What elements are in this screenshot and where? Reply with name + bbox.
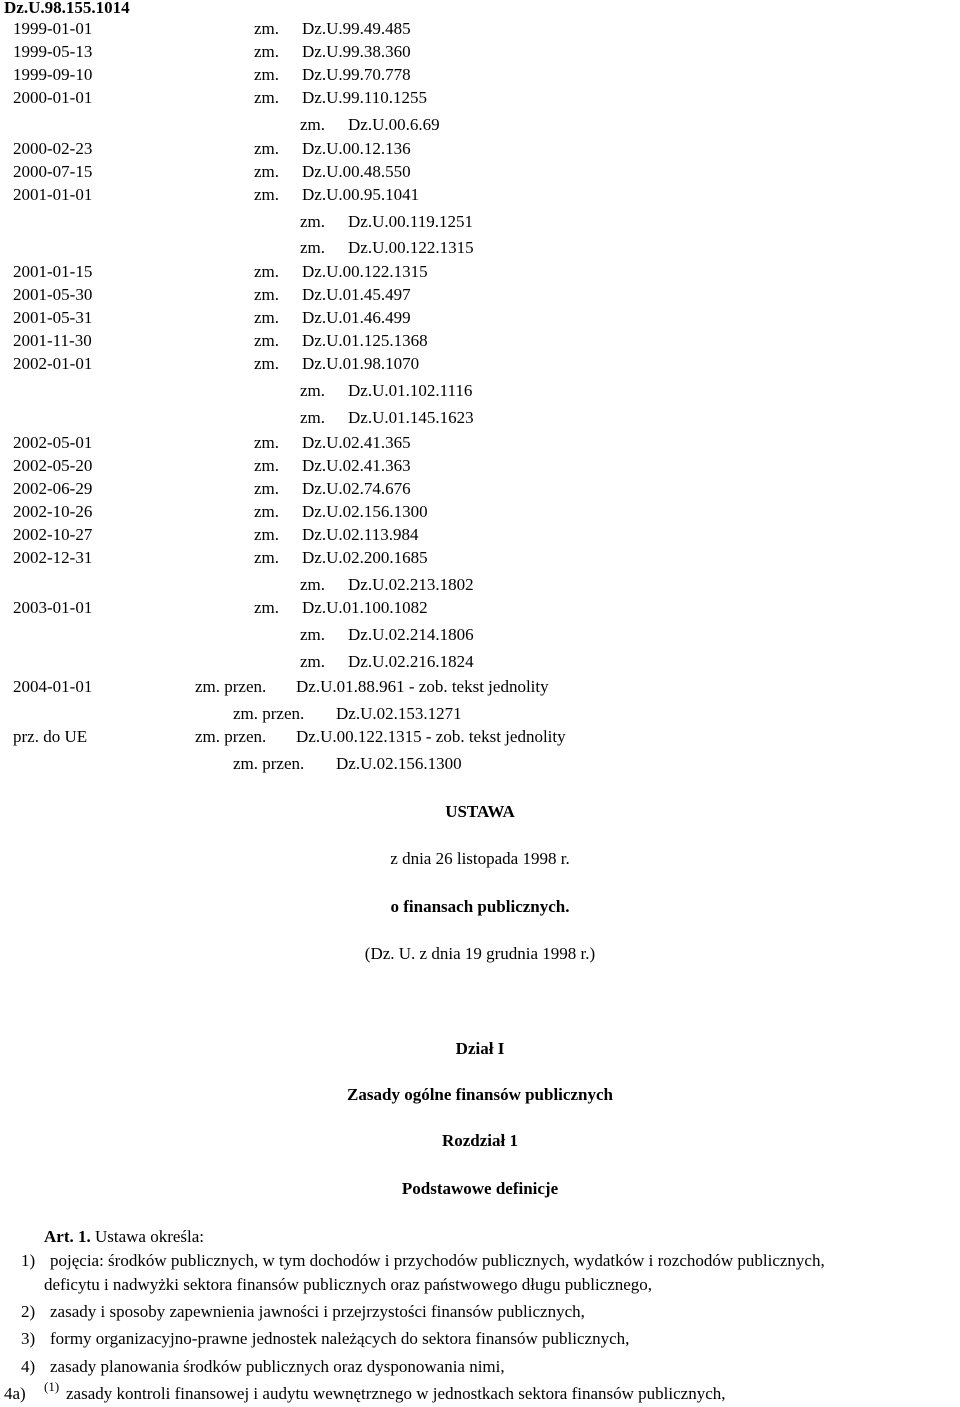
amendment-type: zm.: [300, 408, 326, 427]
amendment-date: 2002-10-27: [13, 525, 93, 544]
amendment-date: 2001-01-01: [13, 185, 93, 204]
amendment-note: - zob. tekst jednolity: [408, 677, 549, 696]
article-item-text: pojęcia: środków publicznych, w tym dochodów i przychodów publicznych, wydatków i rozchodów publicznych,: [50, 1251, 825, 1270]
amendment-type: zm.: [300, 575, 326, 594]
amendment-ref: [302, 502, 428, 522]
article-item-number: 3): [21, 1329, 36, 1348]
amendment-ref: [302, 598, 428, 618]
amendment-type: zm.: [300, 212, 326, 231]
article-item-text: formy organizacyjno-prawne jednostek należących do sektora finansów publicznych,: [50, 1329, 630, 1348]
amendment-type: zm.: [254, 525, 280, 544]
amendment-date: 2002-05-20: [13, 456, 93, 475]
amendment-ref-code: Dz.U.99.70.778: [302, 65, 411, 84]
act-publication: (Dz. U. z dnia 19 grudnia 1998 r.): [364, 944, 596, 963]
amendment-ref-code: Dz.U.01.46.499: [302, 308, 411, 327]
amendment-ref: [302, 433, 411, 453]
article-item-text: deficytu i nadwyżki sektora finansów publicznych oraz państwowego długu publicznego,: [44, 1275, 653, 1294]
amendment-date: 2001-05-31: [13, 308, 93, 327]
amendment-ref: [302, 331, 428, 351]
amendment-date: 1999-09-10: [13, 65, 93, 84]
chapter-name: Podstawowe definicje: [401, 1179, 559, 1198]
amendment-date: 2001-05-30: [13, 285, 93, 304]
amendment-ref-code: Dz.U.02.216.1824: [348, 652, 474, 671]
amendment-date: 1999-01-01: [13, 19, 93, 38]
amendment-type: zm.: [254, 139, 280, 158]
division-name: Zasady ogólne finansów publicznych: [347, 1085, 613, 1104]
amendment-ref-code: Dz.U.00.48.550: [302, 162, 411, 181]
amendment-ref: [348, 408, 474, 428]
amendment-type: zm.: [254, 502, 280, 521]
amendment-ref: [348, 212, 473, 232]
amendment-ref-code: Dz.U.00.122.1315: [348, 238, 474, 257]
amendment-date: 2001-01-15: [13, 262, 93, 281]
amendment-ref: [302, 354, 419, 374]
amendment-ref: [302, 185, 419, 205]
amendment-ref: [348, 238, 474, 258]
amendment-ref: [302, 479, 411, 499]
amendment-ref-code: Dz.U.02.41.365: [302, 433, 411, 452]
amendment-ref: [348, 115, 440, 135]
amendment-date: 2002-05-01: [13, 433, 93, 452]
amendment-ref: [302, 308, 411, 328]
amendment-ref: [348, 381, 472, 401]
amendment-type: zm. przen.: [233, 704, 305, 723]
amendment-ref-code: Dz.U.02.214.1806: [348, 625, 474, 644]
amendment-ref-code: Dz.U.01.145.1623: [348, 408, 474, 427]
amendment-type: zm.: [254, 262, 280, 281]
amendment-type: zm.: [254, 285, 280, 304]
article-intro: Ustawa określa:: [94, 1227, 205, 1246]
act-date: z dnia 26 listopada 1998 r.: [390, 849, 570, 868]
amendment-date: 2001-11-30: [13, 331, 92, 350]
amendment-type: zm.: [254, 88, 280, 107]
amendment-date: 2000-07-15: [13, 162, 93, 181]
amendment-type: zm.: [254, 19, 280, 38]
amendment-ref-code: Dz.U.02.153.1271: [336, 704, 462, 723]
amendment-ref: [302, 525, 418, 545]
amendment-ref-code: Dz.U.02.74.676: [302, 479, 411, 498]
amendment-ref-code: Dz.U.99.38.360: [302, 42, 411, 61]
amendment-date: 2000-01-01: [13, 88, 93, 107]
amendment-note: - zob. tekst jednolity: [425, 727, 566, 746]
article-item-number: 4a): [4, 1384, 26, 1403]
amendment-ref: [302, 139, 411, 159]
amendment-ref-code: Dz.U.00.95.1041: [302, 185, 420, 204]
amendment-ref-code: Dz.U.01.100.1082: [302, 598, 428, 617]
amendment-ref: [296, 727, 566, 747]
amendment-ref: [302, 65, 411, 85]
amendment-date: 2002-12-31: [13, 548, 93, 567]
amendment-type: zm.: [254, 456, 280, 475]
amendment-ref-code: Dz.U.02.213.1802: [348, 575, 474, 594]
amendment-ref-code: Dz.U.00.122.1315: [302, 262, 428, 281]
amendment-ref: [296, 677, 549, 697]
article-item-text: zasady kontroli finansowej i audytu wewnętrznego w jednostkach sektora finansów publicznych,: [66, 1384, 726, 1403]
article-item-text: zasady planowania środków publicznych oraz dysponowania nimi,: [50, 1357, 505, 1376]
amendment-ref: [302, 19, 411, 39]
footnote-marker: (1): [44, 1379, 60, 1394]
amendment-date: 2002-06-29: [13, 479, 93, 498]
amendment-date: 2002-01-01: [13, 354, 93, 373]
amendment-ref-code: Dz.U.99.49.485: [302, 19, 411, 38]
amendment-ref-code: Dz.U.00.122.1315: [296, 727, 422, 746]
amendment-ref: [302, 285, 411, 305]
amendment-ref-code: Dz.U.02.41.363: [302, 456, 411, 475]
amendment-date: 1999-05-13: [13, 42, 93, 61]
amendment-type: zm.: [254, 331, 280, 350]
act-subject: o finansach publicznych.: [390, 897, 570, 916]
amendment-date: 2002-10-26: [13, 502, 93, 521]
amendment-ref: [302, 262, 428, 282]
amendment-ref: [302, 162, 411, 182]
amendment-ref-code: Dz.U.99.110.1255: [302, 88, 427, 107]
article-heading: [44, 1227, 204, 1247]
amendment-ref: [302, 88, 427, 108]
amendment-ref-code: Dz.U.01.102.1116: [348, 381, 473, 400]
amendment-type: zm.: [300, 115, 326, 134]
amendment-ref-code: Dz.U.02.113.984: [302, 525, 419, 544]
amendment-type: zm.: [300, 238, 326, 257]
act-type: USTAWA: [445, 802, 515, 821]
amendment-type: zm. przen.: [195, 727, 267, 746]
amendment-type: zm. przen.: [233, 754, 305, 773]
amendment-date: 2003-01-01: [13, 598, 93, 617]
amendment-ref-code: Dz.U.02.156.1300: [336, 754, 462, 773]
division-label: Dział I: [455, 1039, 505, 1058]
amendment-ref: [302, 456, 411, 476]
document-id: Dz.U.98.155.1014: [4, 0, 130, 17]
amendment-ref-code: Dz.U.00.12.136: [302, 139, 411, 158]
amendment-type: zm.: [254, 308, 280, 327]
article-number: Art. 1.: [44, 1227, 91, 1246]
amendment-ref-code: Dz.U.02.156.1300: [302, 502, 428, 521]
amendment-ref: [302, 42, 411, 62]
amendment-ref-code: Dz.U.01.125.1368: [302, 331, 428, 350]
amendment-date: prz. do UE: [13, 727, 88, 746]
amendment-type: zm.: [254, 185, 280, 204]
amendment-ref: [302, 548, 428, 568]
amendment-ref: [348, 575, 474, 595]
amendment-type: zm.: [254, 42, 280, 61]
amendment-ref-code: Dz.U.00.6.69: [348, 115, 440, 134]
amendment-type: zm.: [300, 652, 326, 671]
amendment-type: zm.: [300, 625, 326, 644]
amendment-type: zm.: [254, 433, 280, 452]
amendment-ref: [336, 754, 462, 774]
amendment-type: zm.: [254, 479, 280, 498]
amendment-type: zm.: [300, 381, 326, 400]
article-item-number: 2): [21, 1302, 36, 1321]
article-item-text: zasady i sposoby zapewnienia jawności i przejrzystości finansów publicznych,: [50, 1302, 585, 1321]
article-item-number: 4): [21, 1357, 36, 1376]
amendment-ref: [348, 652, 474, 672]
amendment-ref: [336, 704, 462, 724]
amendment-type: zm.: [254, 548, 280, 567]
amendment-ref-code: Dz.U.01.88.961: [296, 677, 405, 696]
chapter-label: Rozdział 1: [441, 1131, 519, 1150]
article-item-number: 1): [21, 1251, 36, 1270]
amendment-date: 2004-01-01: [13, 677, 93, 696]
amendment-type: zm.: [254, 65, 280, 84]
amendment-ref-code: Dz.U.01.98.1070: [302, 354, 420, 373]
amendment-type: zm.: [254, 354, 280, 373]
amendment-type: zm.: [254, 598, 280, 617]
amendment-date: 2000-02-23: [13, 139, 93, 158]
amendment-ref-code: Dz.U.02.200.1685: [302, 548, 428, 567]
amendment-ref-code: Dz.U.01.45.497: [302, 285, 411, 304]
amendment-type: zm.: [254, 162, 280, 181]
amendment-type: zm. przen.: [195, 677, 267, 696]
amendment-ref: [348, 625, 474, 645]
amendment-ref-code: Dz.U.00.119.1251: [348, 212, 473, 231]
